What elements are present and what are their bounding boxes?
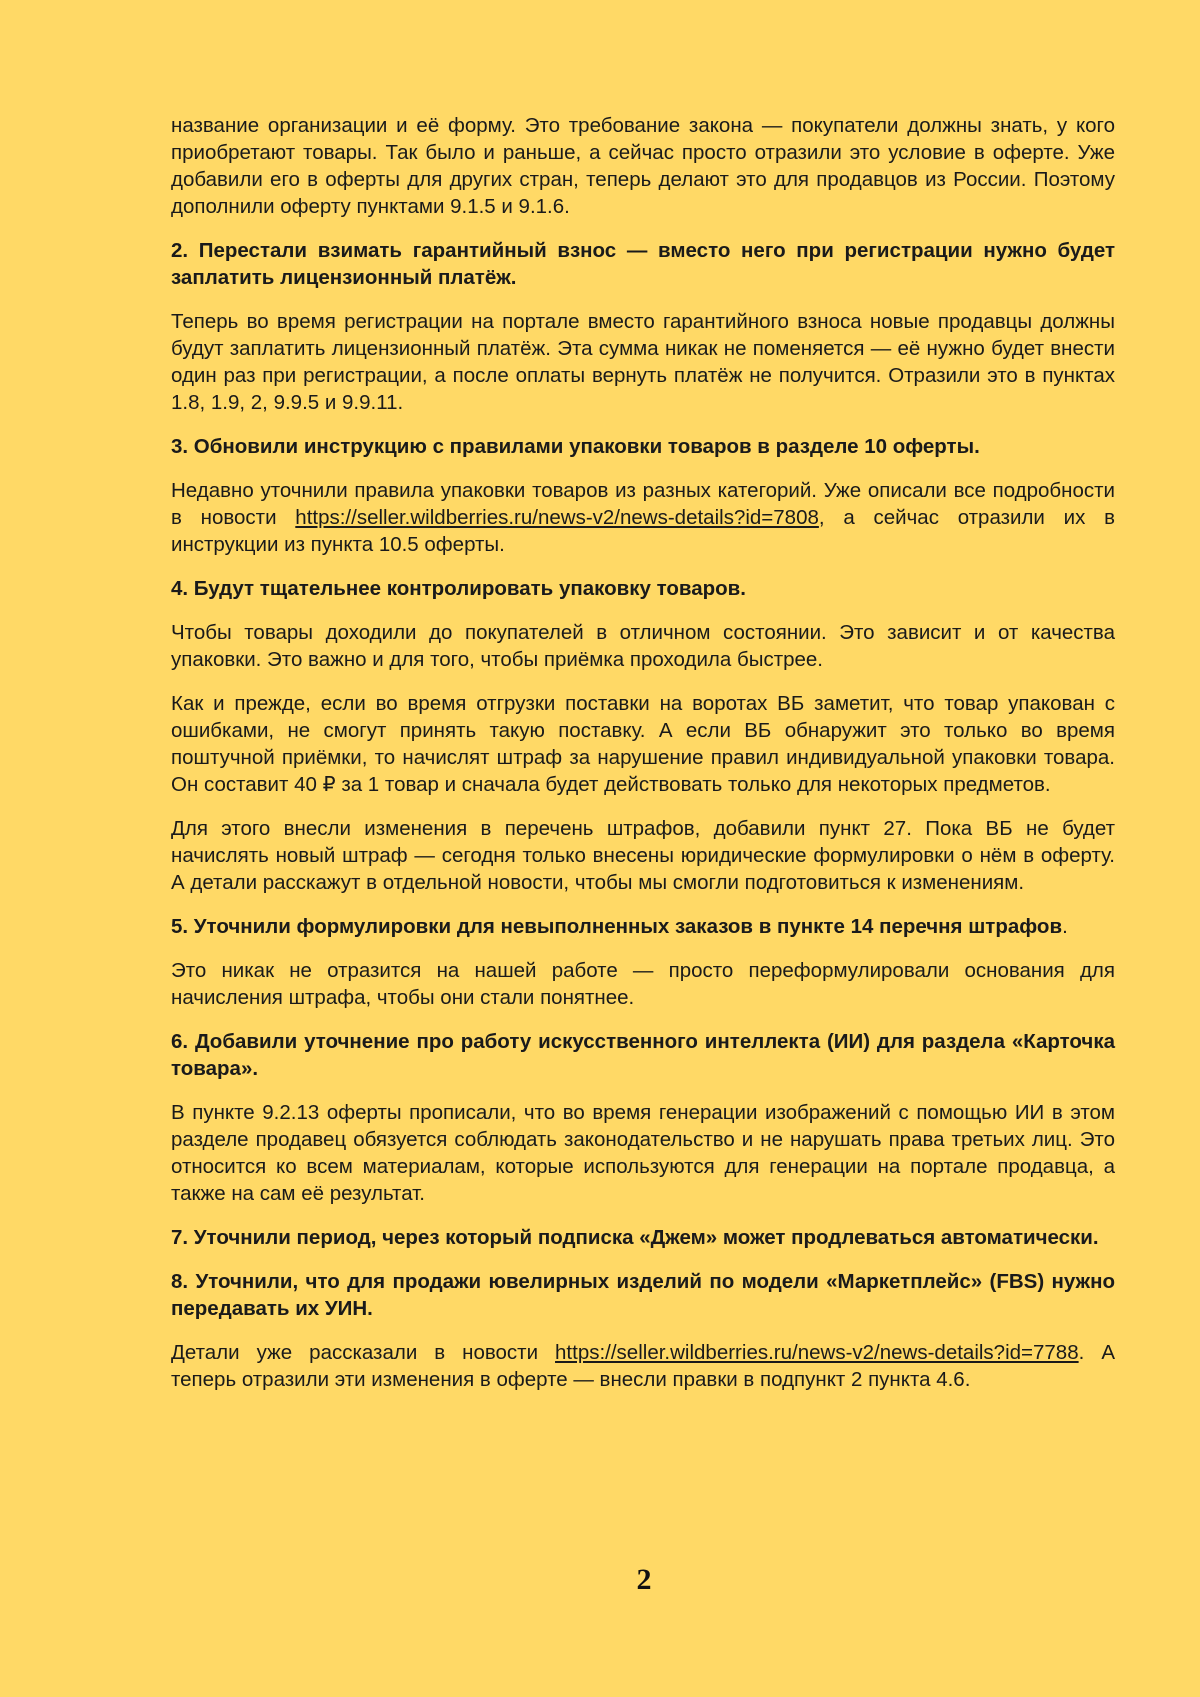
- heading-5: [171, 913, 1115, 940]
- paragraph-4b: Как и прежде, если во время отгрузки поставки на воротах ВБ заметит, что товар упакован с ошибками, не смогут принять такую поставку. А если ВБ обнаружит это только во время поштучной приёмки, то начислят штраф за нарушение правил индивидуальной упаковки товара. Он составит 40 ₽ за 1 товар и сначала будет действовать только для некоторых предметов.: [171, 692, 1115, 796]
- paragraph-8-text-after: . А теперь отразили эти изменения в оферте — внесли правки в подпункт 2 пункта 4.6.: [171, 1341, 1115, 1391]
- paragraph-2: Теперь во время регистрации на портале вместо гарантийного взноса новые продавцы должны будут заплатить лицензионный платёж. Эта сумма никак не поменяется — её нужно будет внести один раз при регистрации, а после оплаты вернуть платёж не получится. Отразили это в пунктах 1.8, 1.9, 2, 9.9.5 и 9.9.11.: [171, 310, 1115, 414]
- paragraph-3-text-after: , а сейчас отразили их в инструкции из пункта 10.5 оферты.: [171, 506, 1116, 556]
- document-body: [171, 112, 1115, 1410]
- news-link-7788[interactable]: https://seller.wildberries.ru/news-v2/news-details?id=7788: [555, 1341, 1079, 1364]
- paragraph-8: [171, 1339, 1115, 1393]
- heading-8: 8. Уточнили, что для продажи ювелирных изделий по модели «Маркетплейс» (FBS) нужно передавать их УИН.: [171, 1270, 1115, 1320]
- heading-5-bold: 5. Уточнили формулировки для невыполненных заказов в пункте 14 перечня штрафов: [171, 915, 1063, 938]
- heading-3: 3. Обновили инструкцию с правилами упаковки товаров в разделе 10 оферты.: [171, 435, 980, 458]
- heading-4: 4. Будут тщательнее контролировать упаковку товаров.: [171, 577, 746, 600]
- paragraph-6: В пункте 9.2.13 оферты прописали, что во время генерации изображений с помощью ИИ в этом разделе продавец обязуется соблюдать законодательство и не нарушать права третьих лиц. Это относится ко всем материалам, которые используются для генерации на портале продавца, а также на сам её результат.: [171, 1101, 1115, 1205]
- heading-7: 7. Уточнили период, через который подписка «Джем» может продлеваться автоматически.: [171, 1226, 1099, 1249]
- paragraph-intro: название организации и её форму. Это требование закона — покупатели должны знать, у кого приобретают товары. Так было и раньше, а сейчас просто отразили это условие в оферте. Уже добавили его в оферты для других стран, теперь делают это для продавцов из России. Поэтому дополнили оферту пунктами 9.1.5 и 9.1.6.: [171, 114, 1115, 218]
- paragraph-5: Это никак не отразится на нашей работе — просто переформулировали основания для начисления штрафа, чтобы они стали понятнее.: [171, 959, 1115, 1009]
- paragraph-3-text-before: Недавно уточнили правила упаковки товаров из разных категорий. Уже описали все подробности в новости: [171, 479, 1115, 529]
- paragraph-4a: Чтобы товары доходили до покупателей в отличном состоянии. Это зависит и от качества упаковки. Это важно и для того, чтобы приёмка проходила быстрее.: [171, 621, 1115, 671]
- news-link-7808[interactable]: https://seller.wildberries.ru/news-v2/news-details?id=7808: [295, 506, 819, 529]
- heading-2: 2. Перестали взимать гарантийный взнос — вместо него при регистрации нужно будет заплатить лицензионный платёж.: [171, 239, 1115, 289]
- page-number: 2: [636, 1563, 652, 1596]
- paragraph-8-text-before: Детали уже рассказали в новости: [171, 1341, 556, 1364]
- heading-5-dot: .: [1062, 915, 1068, 938]
- paragraph-4c: Для этого внесли изменения в перечень штрафов, добавили пункт 27. Пока ВБ не будет начислять новый штраф — сегодня только внесены юридические формулировки о нём в оферту. А детали расскажут в отдельной новости, чтобы мы смогли подготовиться к изменениям.: [171, 817, 1115, 894]
- heading-6: 6. Добавили уточнение про работу искусственного интеллекта (ИИ) для раздела «Карточка товара».: [171, 1030, 1115, 1080]
- paragraph-3: [171, 477, 1115, 558]
